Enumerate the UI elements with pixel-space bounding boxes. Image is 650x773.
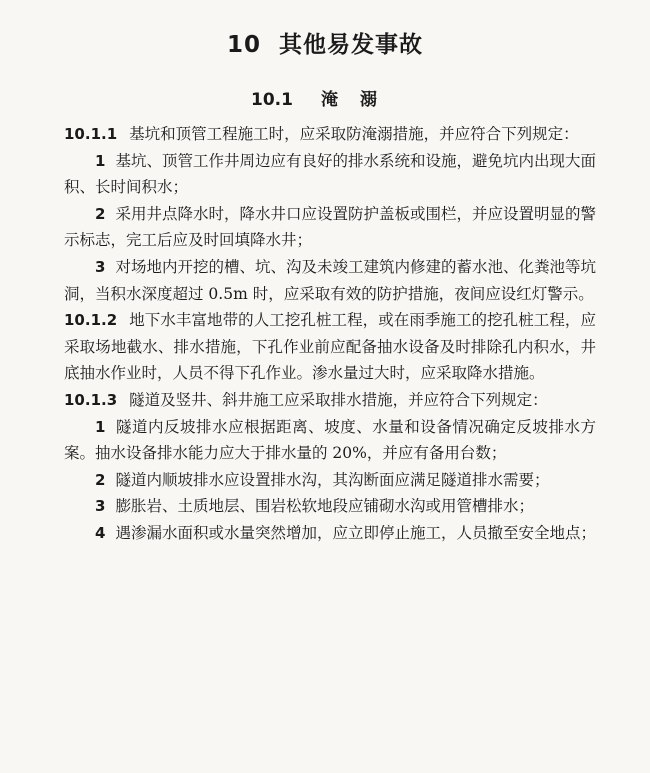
- clause-number: 10.1.1: [64, 125, 118, 143]
- item-number: 1: [95, 151, 106, 170]
- clause: [64, 307, 596, 387]
- item-number: 1: [95, 417, 106, 436]
- clause-text: 地下水丰富地带的人工挖孔桩工程，或在雨季施工的挖孔桩工程，应采取场地截水、排水措施，下孔作业前应配备抽水设备及时排除孔内积水，井底抽水作业时，人员不得下孔作业。渗水量过大时，应采取降水措施。: [64, 311, 596, 383]
- document-body: [64, 121, 596, 547]
- clause: [64, 121, 596, 148]
- clause-text: 基坑和顶管工程施工时，应采取防淹溺措施，并应符合下列规定：: [129, 125, 579, 143]
- item-number: 4: [95, 523, 106, 542]
- chapter-title-text: 其他易发事故: [279, 32, 423, 58]
- item-text: 遇渗漏水面积或水量突然增加，应立即停止施工，人员撤至安全地点；: [115, 523, 596, 542]
- clause-item: [64, 201, 596, 254]
- clause-item: [64, 520, 596, 547]
- clause-item: [64, 148, 596, 201]
- clause-item: [64, 467, 596, 494]
- section-title-text: 淹溺: [320, 90, 399, 110]
- section-number: 10.1: [251, 90, 293, 110]
- item-text: 对场地内开挖的槽、坑、沟及未竣工建筑内修建的蓄水池、化粪池等坑洞，当积水深度超过 0.5m 时，应采取有效的防护措施，夜间应设红灯警示。: [64, 257, 596, 303]
- item-text: 隧道内顺坡排水应设置排水沟，其沟断面应满足隧道排水需要；: [115, 470, 550, 489]
- section-title: [0, 85, 650, 110]
- chapter-title: [0, 26, 650, 59]
- clause-item: [64, 254, 596, 307]
- item-text: 隧道内反坡排水应根据距离、坡度、水量和设备情况确定反坡排水方案。抽水设备排水能力应大于排水量的 20%，并应有备用台数；: [64, 417, 596, 463]
- item-number: 2: [95, 204, 106, 223]
- clause: [64, 387, 596, 414]
- clause-text: 隧道及竖井、斜井施工应采取排水措施，并应符合下列规定：: [129, 390, 548, 409]
- chapter-number: 10: [226, 32, 261, 58]
- clause-item: [64, 414, 596, 467]
- item-number: 3: [95, 497, 106, 516]
- item-number: 3: [95, 257, 106, 276]
- item-text: 膨胀岩、土质地层、围岩松软地段应铺砌水沟或用管槽排水；: [115, 497, 534, 516]
- clause-number: 10.1.3: [64, 390, 118, 409]
- item-text: 基坑、顶管工作井周边应有良好的排水系统和设施，避免坑内出现大面积、长时间积水；: [64, 151, 596, 197]
- item-text: 采用井点降水时，降水井口应设置防护盖板或围栏，并应设置明显的警示标志，完工后应及时回填降水井；: [64, 204, 596, 250]
- clause-item: [64, 493, 596, 520]
- item-number: 2: [95, 470, 106, 489]
- clause-number: 10.1.2: [64, 311, 118, 330]
